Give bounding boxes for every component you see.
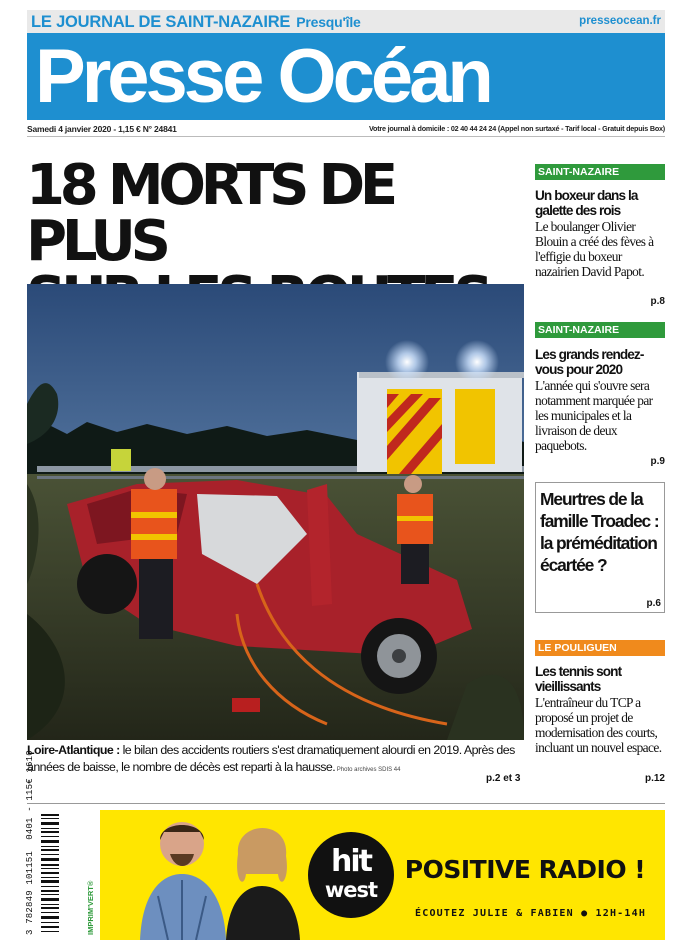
divider bbox=[27, 803, 665, 804]
masthead bbox=[27, 33, 665, 120]
barcode-number: 3 782849 101151 0401 - 115€ 1610 bbox=[25, 750, 35, 935]
ad-show-time: ÉCOUTEZ JULIE & FABIEN ● 12H-14H bbox=[415, 908, 647, 919]
caption-lead: Loire-Atlantique : bbox=[27, 743, 120, 757]
radio-advertisement[interactable] bbox=[100, 810, 665, 940]
headline-line-1: 18 MORTS DE PLUS bbox=[26, 153, 393, 274]
presenters-photo bbox=[120, 810, 320, 940]
photo-caption bbox=[27, 742, 524, 779]
teaser-page-ref[interactable]: p.6 bbox=[646, 598, 661, 609]
section-tag: SAINT-NAZAIRE bbox=[535, 322, 665, 338]
lead-photo bbox=[27, 284, 524, 740]
teaser-body: Le boulanger Olivier Blouin a créé des fèves à l'effigie du boxeur nazairien David Papot. bbox=[535, 219, 654, 279]
edition-title: LE JOURNAL DE SAINT-NAZAIRE Presqu'île bbox=[31, 13, 361, 31]
section-tag: LE POULIGUEN bbox=[535, 640, 665, 656]
teaser-page-ref[interactable]: p.9 bbox=[650, 456, 665, 467]
lead-page-ref[interactable]: p.2 et 3 bbox=[486, 773, 521, 784]
ad-slogan: POSITIVE RADIO ! bbox=[404, 855, 646, 884]
teaser-body: L'année qui s'ouvre sera notamment marquée par les municipales et la livraison de deux paquebots. bbox=[535, 378, 653, 453]
teaser-title[interactable]: Un boxeur dans la galette des rois bbox=[535, 188, 638, 218]
teaser-page-ref[interactable]: p.12 bbox=[644, 773, 665, 784]
home-delivery-line: Votre journal à domicile : 02 40 44 24 24 (Appel non surtaxé - Tarif local - Gratuit depuis Box) bbox=[368, 124, 665, 133]
teaser-title[interactable]: Les grands rendez-vous pour 2020 bbox=[535, 347, 644, 377]
photo-credit: Photo archives SDIS 44 bbox=[335, 767, 401, 773]
caption-text: le bilan des accidents routiers s'est dramatiquement alourdi en 2019. Après des années de baisse, le nombre de décès est reparti à la hausse. bbox=[27, 743, 515, 774]
teaser-title[interactable]: Les tennis sont vieillissants bbox=[535, 664, 622, 694]
edition-subtitle: Presqu'île bbox=[296, 14, 361, 30]
newspaper-logo: Presse Océan bbox=[35, 34, 490, 119]
section-tag: SAINT-NAZAIRE bbox=[535, 164, 665, 180]
edition-bar bbox=[27, 10, 665, 34]
teaser-box bbox=[535, 482, 665, 613]
teaser-title[interactable]: Meurtres de la famille Troadec : la préméditation écartée ? bbox=[540, 489, 659, 575]
teaser-page-ref[interactable]: p.8 bbox=[650, 296, 665, 307]
divider bbox=[27, 136, 665, 137]
hit-west-logo: hit west bbox=[308, 832, 394, 918]
imprim-vert-label: IMPRIM'VERT® bbox=[86, 880, 95, 935]
site-url[interactable]: presseocean.fr bbox=[579, 15, 661, 27]
issue-date-line: Samedi 4 janvier 2020 - 1,15 € N° 24841 bbox=[27, 124, 177, 134]
teaser-body: L'entraîneur du TCP a proposé un projet de modernisation des courts, incluant un nouvel espace. bbox=[535, 695, 662, 755]
